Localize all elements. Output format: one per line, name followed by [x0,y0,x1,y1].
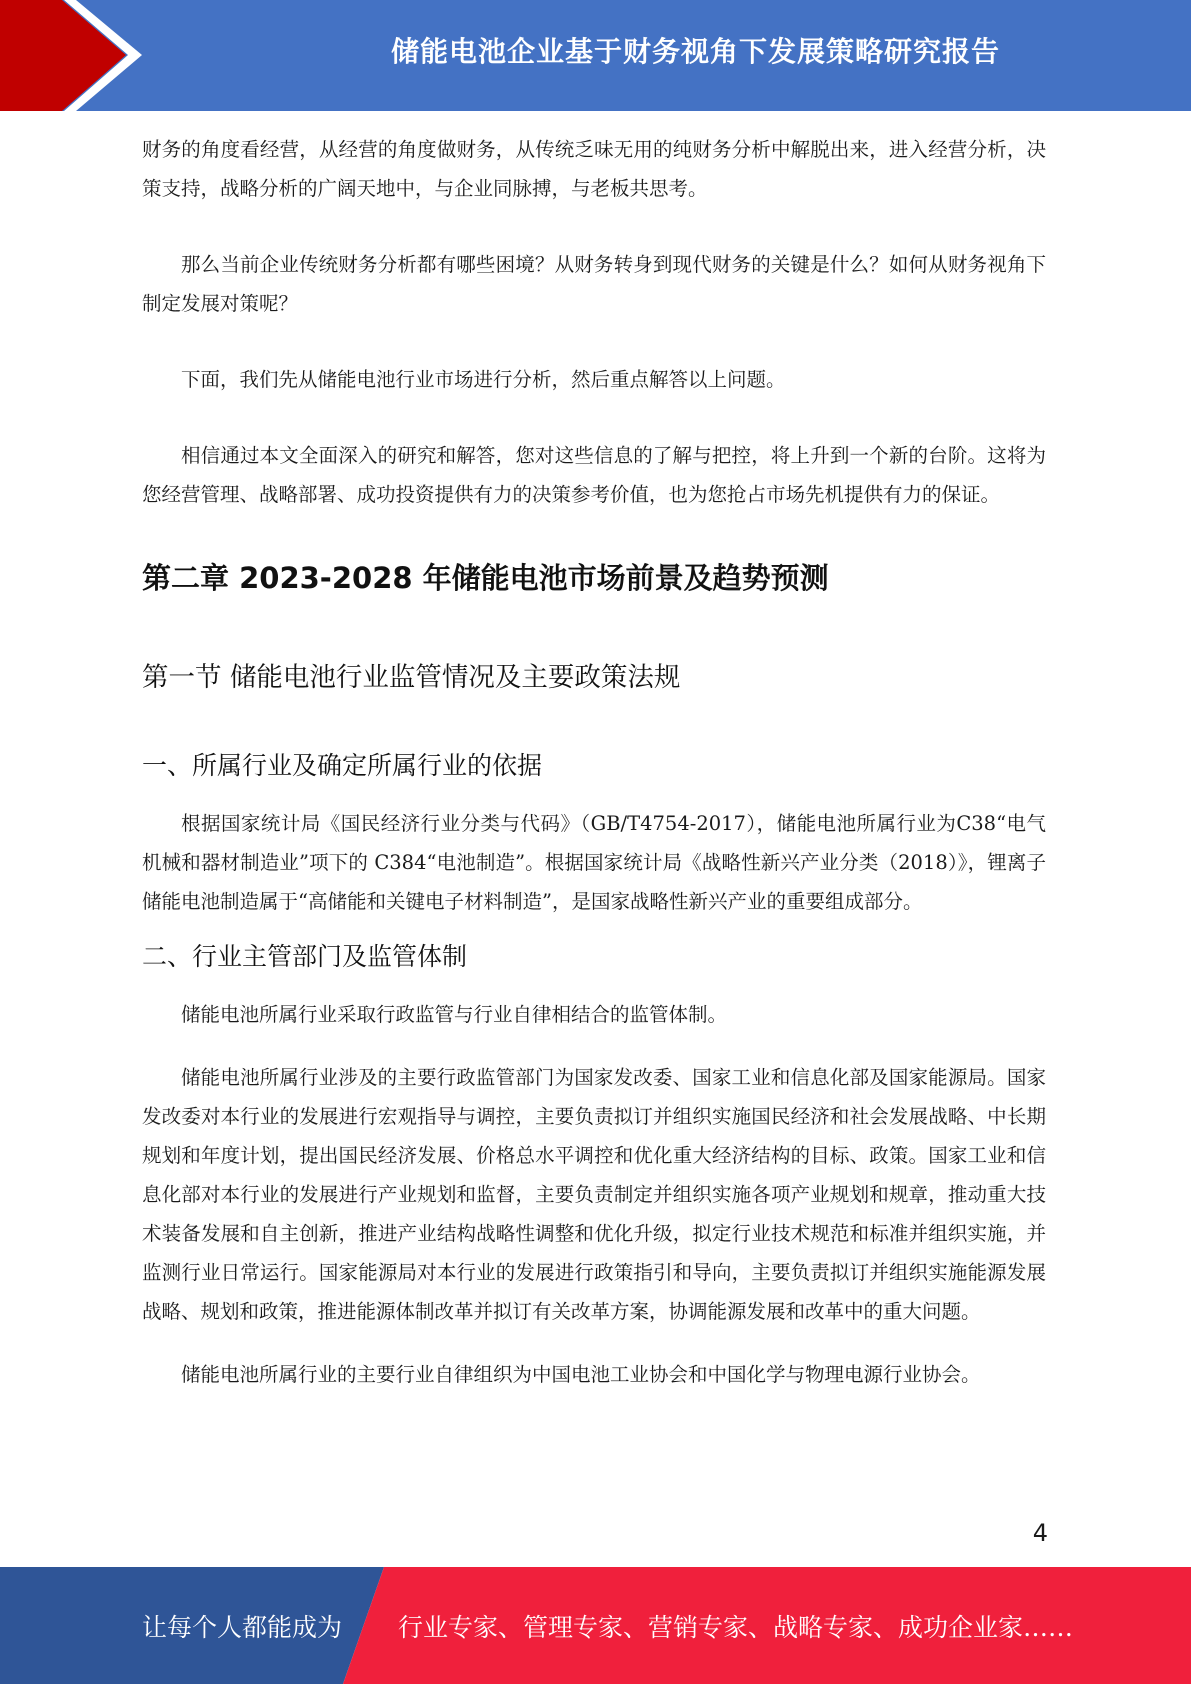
paragraph-5: 根据国家统计局《国民经济行业分类与代码》（GB/T4754-2017），储能电池所属行业为C38“电气机械和器材制造业”项下的 C384“电池制造”。根据国家统计局《战略性新兴产业分类（2018）》，锂离子储能电池制造属于“高储能和关键电子材料制造”，是国家战略性新兴产业的重要组成部分。 [142,812,1046,913]
subsection-title-2: 二、行业主管部门及监管体制 [142,942,468,971]
paragraph-3: 下面，我们先从储能电池行业市场进行分析，然后重点解答以上问题。 [181,368,786,391]
paragraph-4: 相信通过本文全面深入的研究和解答，您对这些信息的了解与把控，将上升到一个新的台阶。这将为您经营管理、战略部署、成功投资提供有力的决策参考价值，也为您抢占市场先机提供有力的保证。 [142,444,1046,506]
footer-banner [0,1567,1191,1684]
chapter-title: 第二章 2023-2028 年储能电池市场前景及趋势预测 [142,561,829,595]
report-title: 储能电池企业基于财务视角下发展策略研究报告 [390,35,1000,68]
paragraph-8: 储能电池所属行业的主要行业自律组织为中国电池工业协会和中国化学与物理电源行业协会。 [181,1363,981,1386]
paragraph-2: 那么当前企业传统财务分析都有哪些困境？从财务转身到现代财务的关键是什么？如何从财务视角下制定发展对策呢？ [142,253,1046,315]
section-title: 第一节 储能电池行业监管情况及主要政策法规 [142,662,681,693]
paragraph-6: 储能电池所属行业采取行政监管与行业自律相结合的监管体制。 [181,1003,728,1026]
footer-slogan-right: 行业专家、管理专家、营销专家、战略专家、成功企业家…… [398,1612,1074,1642]
header-banner [0,0,1191,111]
paragraph-1: 财务的角度看经营，从经营的角度做财务，从传统乏味无用的纯财务分析中解脱出来，进入经营分析，决策支持，战略分析的广阔天地中，与企业同脉搏，与老板共思考。 [142,138,1046,200]
paragraph-7: 储能电池所属行业涉及的主要行政监管部门为国家发改委、国家工业和信息化部及国家能源局。国家发改委对本行业的发展进行宏观指导与调控，主要负责拟订并组织实施国民经济和社会发展战略、中长期规划和年度计划，提出国民经济发展、价格总水平调控和优化重大经济结构的目标、政策。国家工业和信息化部对本行业的发展进行产业规划和监督，主要负责制定并组织实施各项产业规划和规章，推动重大技术装备发展和自主创新，推进产业结构战略性调整和优化升级，拟定行业技术规范和标准并组织实施，并监测行业日常运行。国家能源局对本行业的发展进行政策指引和导向，主要负责拟订并组织实施能源发展战略、规划和政策，推进能源体制改革并拟订有关改革方案，协调能源发展和改革中的重大问题。 [142,1066,1046,1323]
page-number: 4 [1032,1519,1048,1547]
header-arrow-decoration [0,0,160,111]
subsection-title-1: 一、所属行业及确定所属行业的依据 [142,751,543,780]
footer-slogan-left: 让每个人都能成为 [142,1612,343,1642]
page-content [142,130,1046,1394]
